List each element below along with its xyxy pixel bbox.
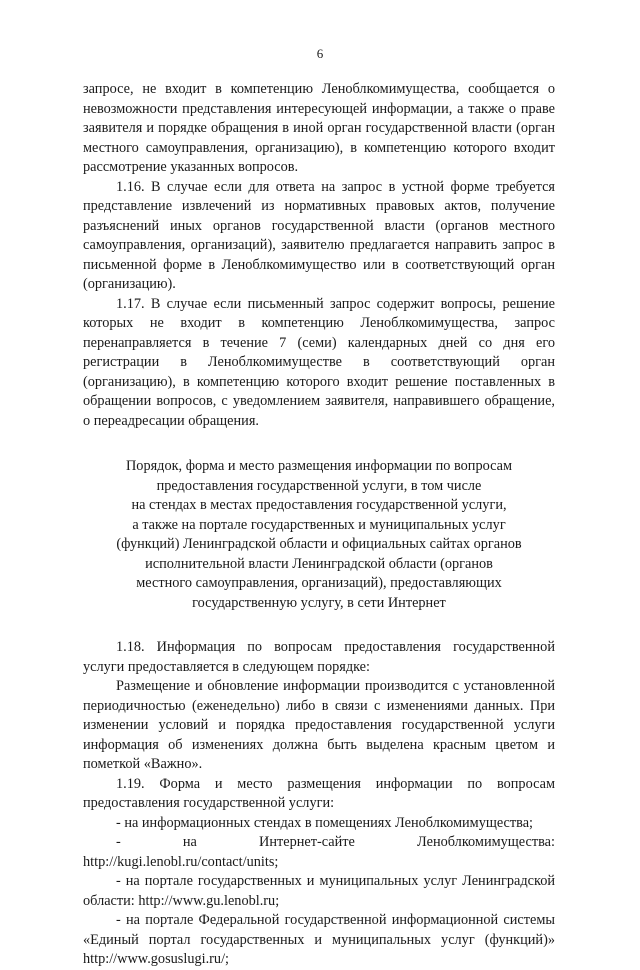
paragraph-update-info: Размещение и обновление информации производится с установленной периодичностью (еженедельно) либо в связи с изменениями данных. При изменении условий и порядка предоставления государственной услуги информация об изменениях должна быть выделена красным цветом и пометкой «Важно». xyxy=(83,678,555,772)
heading-line: Порядок, форма и место размещения информации по вопросам xyxy=(125,458,513,474)
paragraph-1-17: 1.17. В случае если письменный запрос содержит вопросы, решение которых не входит в компетенцию Леноблкомимущества, запрос перенаправляется в течение 7 (семи) календарных дней со дня его регистрации в Леноблкомимуществе в соответствующий орган (организацию), в компетенцию которого входит решение поставленных в обращении вопросов, с уведомлением заявителя, направившего обращение, о переадресации обращения. xyxy=(83,295,555,429)
list-item-federal-portal: - на портале Федеральной государственной информационной системы «Единый портал государственных и муниципальных услуг (функций)» http://www.gosuslugi.ru/; xyxy=(83,912,555,967)
section-heading xyxy=(83,457,555,613)
list-item-website: - на Интернет-сайте Леноблкомимущества: http://kugi.lenobl.ru/contact/units; xyxy=(83,834,555,870)
list-item-regional-portal: - на портале государственных и муниципальных услуг Ленинградской области: http://www.gu.lenobl.ru; xyxy=(83,873,555,909)
heading-line: предоставления государственной услуги, в том числе xyxy=(156,477,482,494)
document-body xyxy=(83,80,555,970)
heading-line: исполнительной власти Ленинградской области (органов xyxy=(145,555,493,572)
paragraph-continuation: запросе, не входит в компетенцию Леноблкомимущества, сообщается о невозможности представления интересующей информации, а также о праве заявителя и порядке обращения в иной орган государственной власти (орган местного самоуправления, организацию), в компетенцию которого входит рассмотрение указанных вопросов. xyxy=(83,81,555,175)
heading-line: на стендах в местах предоставления государственной услуги, xyxy=(131,497,507,513)
page-number: 6 xyxy=(316,46,324,61)
heading-line: государственную услугу, в сети Интернет xyxy=(192,594,446,611)
paragraph-1-19: 1.19. Форма и место размещения информации по вопросам предоставления государственной услуги: xyxy=(83,775,555,811)
heading-line: (функций) Ленинградской области и официальных сайтах органов xyxy=(116,536,522,552)
paragraph-1-16: 1.16. В случае если для ответа на запрос в устной форме требуется представление извлечений из нормативных правовых актов, получение разъяснений иных органов государственной власти (органов местного самоуправления, организаций), заявителю предлагается направить запрос в письменной форме в Леноблкомимущество или в соответствующий орган (организацию). xyxy=(83,178,555,292)
list-item-stands: - на информационных стендах в помещениях Леноблкомимущества; xyxy=(116,814,534,831)
heading-line: а также на портале государственных и муниципальных услуг xyxy=(132,516,506,533)
paragraph-1-18: 1.18. Информация по вопросам предоставления государственной услуги предоставляется в следующем порядке: xyxy=(83,639,555,675)
heading-line: местного самоуправления, организаций), предоставляющих xyxy=(136,575,502,591)
